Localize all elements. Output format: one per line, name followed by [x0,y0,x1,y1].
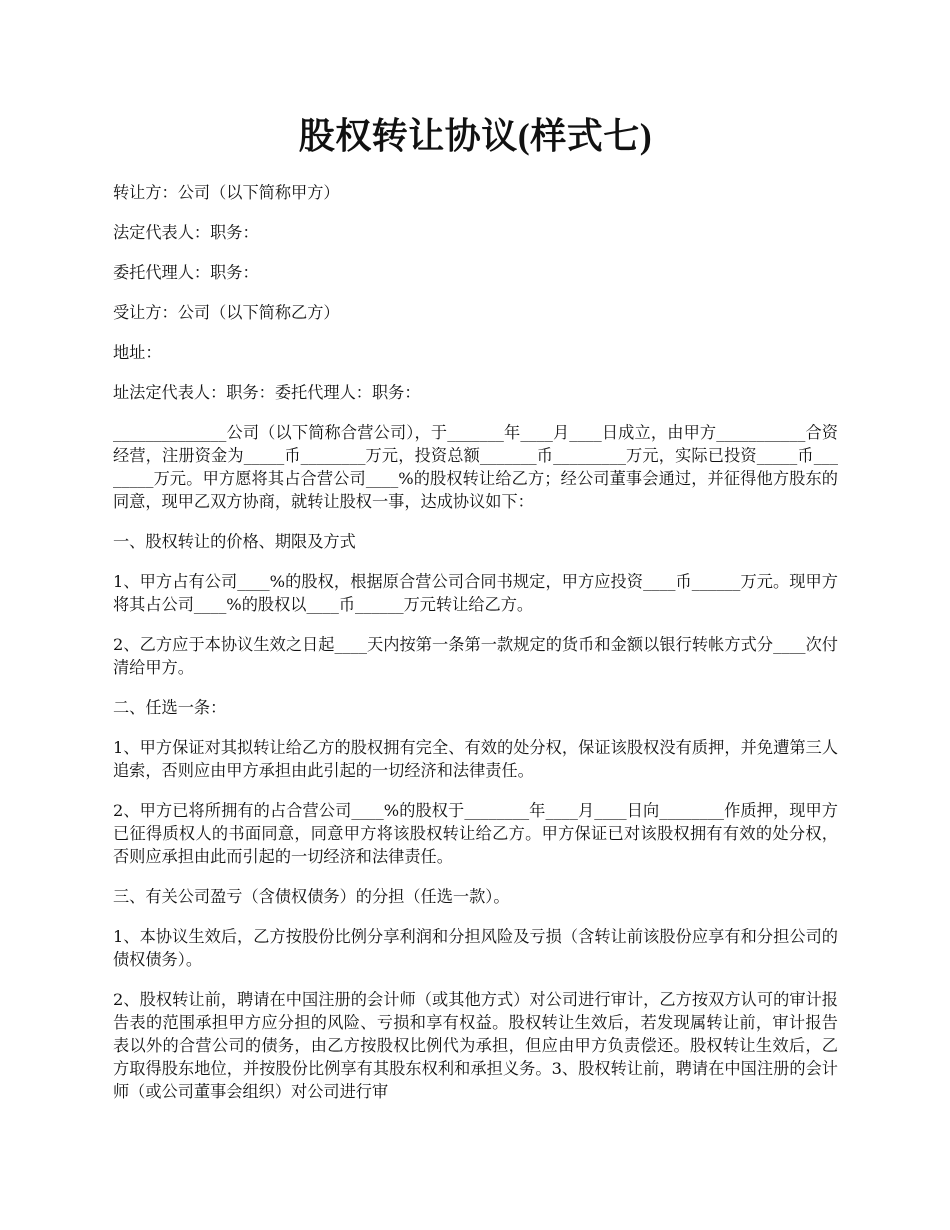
section-2-clause-1: 1、甲方保证对其拟转让给乙方的股权拥有完全、有效的处分权，保证该股权没有质押，并免遭第三人追索，否则应由甲方承担由此引起的一切经济和法律责任。 [113,738,838,780]
section-1-heading: 一、股权转让的价格、期限及方式 [113,532,356,551]
section-2-heading: 二、任选一条： [113,698,227,717]
legal-representative-line: 法定代表人：职务： [113,223,259,242]
transferee-line: 受让方：公司（以下简称乙方） [113,303,340,322]
transferor-line: 转让方：公司（以下简称甲方） [113,183,340,202]
authorized-agent-line: 委托代理人：职务： [113,263,259,282]
section-3-clause-2: 2、股权转让前，聘请在中国注册的会计师（或其他方式）对公司进行审计，乙方按双方认可的审计报告表的范围承担甲方应分担的风险、亏损和享有权益。股权转让生效后，若发现属转让前，审计报告表以外的合营公司的债务，由乙方按股权比例代为承担，但应由甲方负责偿还。股权转让生效后，乙方取得股东地位，并按股份比例享有其股东权利和承担义务。3、股权转让前，聘请在中国注册的会计师（或公司董事会组织）对公司进行审 [113,990,838,1101]
section-3-heading: 三、有关公司盈亏（含债权债务）的分担（任选一款）。 [113,887,510,906]
address-line: 地址： [113,343,162,362]
document-page [113,108,838,1120]
section-2-clause-2: 2、甲方已将所拥有的占合营公司____%的股权于________年____月____日向________作质押，现甲方已征得质权人的书面同意，同意甲方将该股权转让给乙方。甲方保证已对该股权拥有有效的处分权，否则应承担由此而引起的一切经济和法律责任。 [113,801,838,866]
section-1-clause-1: 1、甲方占有公司____%的股权，根据原合营公司合同书规定，甲方应投资____币______万元。现甲方将其占公司____%的股权以____币______万元转让给乙方。 [113,572,838,614]
document-title: 股权转让协议(样式七) [298,116,653,156]
section-1-clause-2: 2、乙方应于本协议生效之日起____天内按第一条第一款规定的货币和金额以银行转帐方式分____次付清给甲方。 [113,635,838,677]
section-3-clause-1: 1、本协议生效后，乙方按股份比例分享利润和分担风险及亏损（含转让前该股份应享有和分担公司的债权债务）。 [113,927,838,969]
transferee-representatives-line: 址法定代表人：职务：委托代理人：职务： [113,383,421,402]
preamble-paragraph: ______________公司（以下简称合营公司），于_______年____月____日成立，由甲方___________合资经营，注册资金为_____币________万元，投资总额_______币_________万元，实际已投资_____币________万元。甲方愿将其占合营公司____%的股权转让给乙方；经公司董事会通过，并征得他方股东的同意，现甲乙双方协商，就转让股权一事，达成协议如下： [113,423,838,511]
